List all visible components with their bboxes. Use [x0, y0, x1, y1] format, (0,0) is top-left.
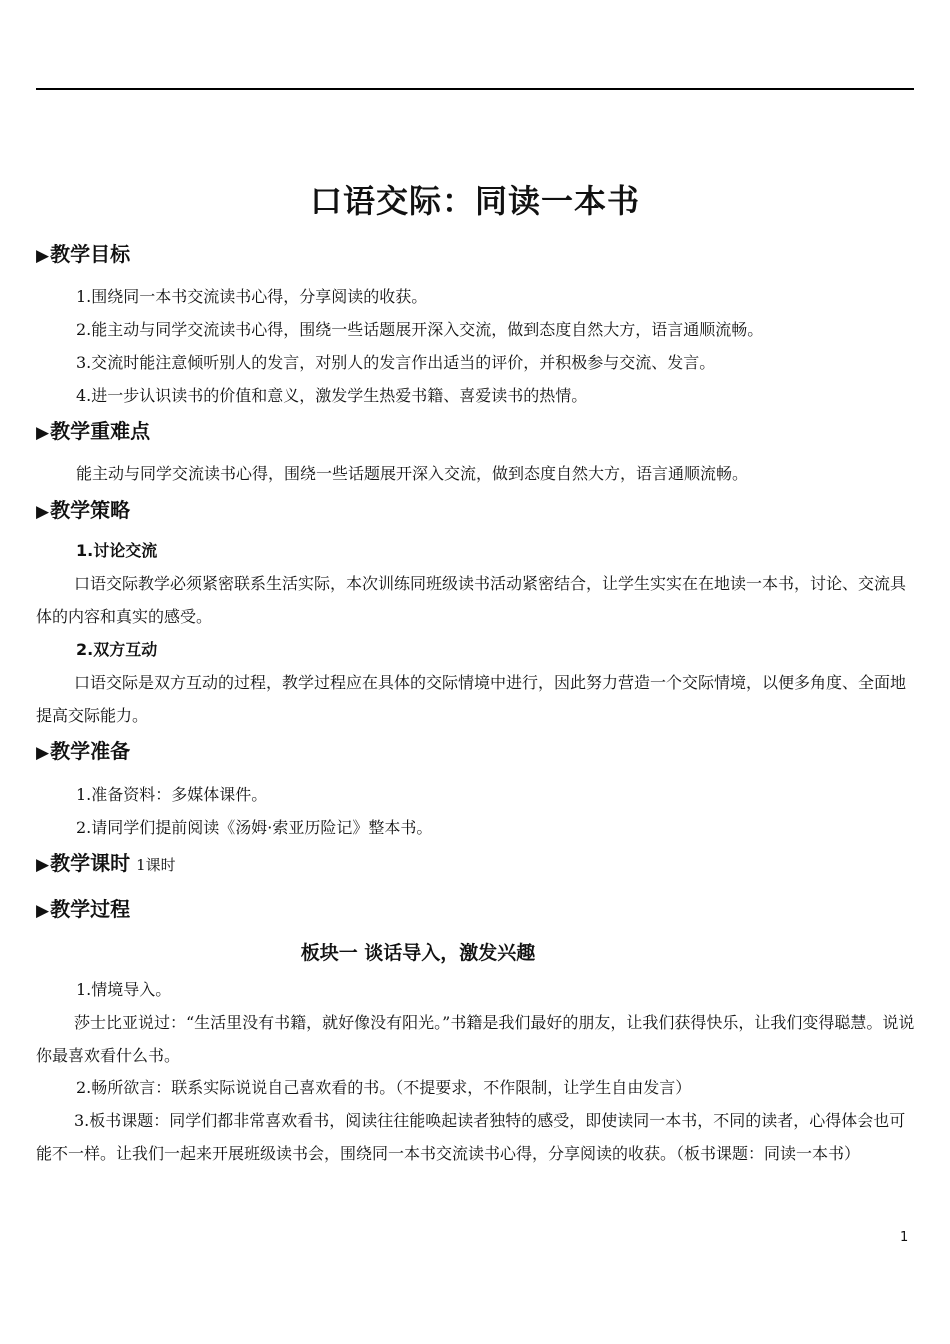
- section-heading-strategy: [36, 496, 130, 526]
- prep-item-2: 2.请同学们提前阅读《汤姆·索亚历险记》整本书。: [76, 818, 433, 837]
- triangle-bullet-icon: ▶: [36, 855, 50, 875]
- page-number: 1: [900, 1230, 909, 1245]
- section-heading-text: 教学目标: [50, 242, 131, 266]
- hours-value: 1课时: [136, 856, 176, 874]
- triangle-bullet-icon: ▶: [36, 246, 50, 266]
- header-rule: [36, 88, 914, 90]
- triangle-bullet-icon: ▶: [36, 901, 50, 921]
- section-heading-key: [36, 417, 150, 447]
- strategy-text-1: 口语交际教学必须紧密联系生活实际，本次训练同班级读书活动紧密结合，让学生实实在在地读一本书，讨论、交流具体的内容和真实的感受。: [36, 574, 907, 626]
- section-heading-process: [36, 895, 130, 925]
- goals-item-3: 3.交流时能注意倾听别人的发言，对别人的发言作出适当的评价，并积极参与交流、发言。: [76, 353, 716, 372]
- section-heading-hours: [36, 849, 176, 879]
- triangle-bullet-icon: ▶: [36, 743, 50, 763]
- section-heading-text: 教学课时: [50, 851, 131, 875]
- key-text: 能主动与同学交流读书心得，围绕一些话题展开深入交流，做到态度自然大方，语言通顺流畅。: [76, 464, 749, 483]
- section-heading-text: 教学策略: [50, 498, 131, 522]
- process-paragraph-3: 2.畅所欲言：联系实际说说自己喜欢看的书。（不提要求，不作限制，让学生自由发言）: [76, 1078, 692, 1097]
- process-paragraph-1: 1.情境导入。: [76, 980, 172, 999]
- page-title: 口语交际：同读一本书: [309, 182, 640, 220]
- section-heading-text: 教学过程: [50, 897, 131, 921]
- triangle-bullet-icon: ▶: [36, 423, 50, 443]
- strategy-subheading-2: 2.双方互动: [76, 640, 158, 659]
- prep-item-1: 1.准备资料：多媒体课件。: [76, 785, 268, 804]
- strategy-text-2: 口语交际是双方互动的过程，教学过程应在具体的交际情境中进行，因此努力营造一个交际情境，以便多角度、全面地提高交际能力。: [36, 673, 907, 725]
- goals-item-2: 2.能主动与同学交流读书心得，围绕一些话题展开深入交流，做到态度自然大方，语言通顺流畅。: [76, 320, 764, 339]
- triangle-bullet-icon: ▶: [36, 502, 50, 522]
- section-heading-goals: [36, 240, 130, 270]
- section-heading-prep: [36, 737, 130, 767]
- goals-item-1: 1.围绕同一本书交流读书心得，分享阅读的收获。: [76, 287, 428, 306]
- block-title: 板块一 谈话导入，激发兴趣: [300, 942, 536, 964]
- goals-item-4: 4.进一步认识读书的价值和意义，激发学生热爱书籍、喜爱读书的热情。: [76, 386, 588, 405]
- section-heading-text: 教学重难点: [50, 419, 151, 443]
- process-paragraph-4: 3.板书课题：同学们都非常喜欢看书，阅读往往能唤起读者独特的感受，即使读同一本书，不同的读者，心得体会也可能不一样。让我们一起来开展班级读书会，围绕同一本书交流读书心得，分享阅读的收获。（板书课题：同读一本书）: [36, 1111, 906, 1163]
- process-paragraph-2: 莎士比亚说过：“生活里没有书籍，就好像没有阳光。”书籍是我们最好的朋友，让我们获得快乐，让我们变得聪慧。说说你最喜欢看什么书。: [36, 1013, 915, 1065]
- section-heading-text: 教学准备: [50, 739, 131, 763]
- strategy-subheading-1: 1.讨论交流: [76, 541, 158, 560]
